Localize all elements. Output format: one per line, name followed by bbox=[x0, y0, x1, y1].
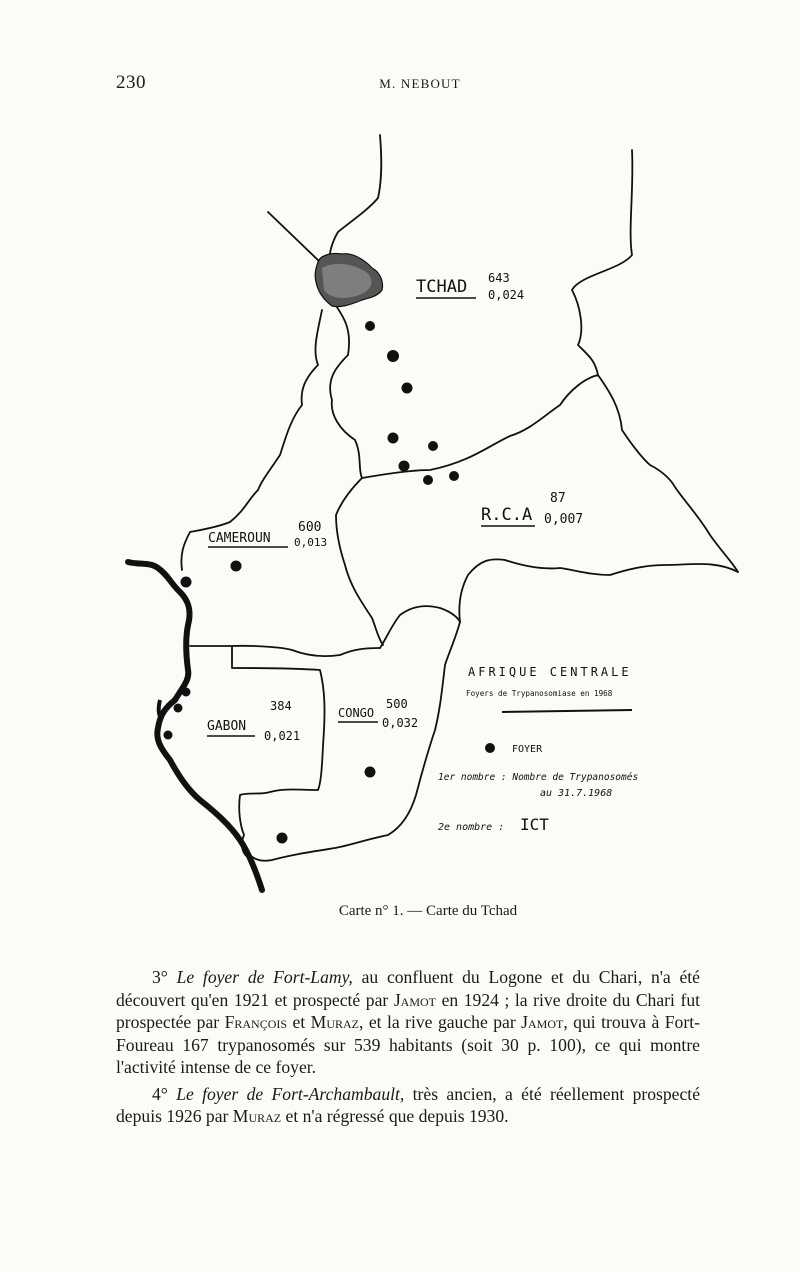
paragraph-text: au confluent du Logone et du Chari, n'a été découvert qu'en 1921 et prospecté par bbox=[116, 967, 700, 1010]
paragraph-text: , et la rive gauche par bbox=[358, 1012, 516, 1032]
foyer-dot bbox=[164, 731, 173, 740]
legend-first-date: au 31.7.1968 bbox=[540, 788, 613, 799]
label-gabon-count: 384 bbox=[270, 699, 292, 713]
foyer-dot bbox=[277, 833, 288, 844]
legend-second-number: 2e nombre : bbox=[438, 822, 505, 833]
foyer-dot bbox=[387, 350, 399, 362]
label-cameroun-count: 600 bbox=[298, 520, 322, 535]
foyer-dot bbox=[365, 767, 376, 778]
label-gabon: GABON bbox=[207, 719, 247, 734]
label-congo-ict: 0,032 bbox=[382, 716, 419, 730]
paragraph-fort-archambault bbox=[116, 1083, 700, 1128]
label-tchad: TCHAD bbox=[416, 277, 468, 297]
author-name: Jamot bbox=[521, 1012, 564, 1032]
paragraph-title: Le foyer de Fort-Lamy, bbox=[176, 967, 353, 987]
label-congo: CONGO bbox=[338, 706, 375, 720]
foyer-dot bbox=[428, 441, 438, 451]
foyer-dot bbox=[181, 577, 192, 588]
border-tchad-east bbox=[572, 150, 632, 375]
paragraph-text: , qui trouva à Fort-Foureau 167 trypanosomés sur 539 habitants (soit 30 p. 100), ce qui montre l'activité intense de ce foyer. bbox=[116, 1012, 700, 1077]
foyer-dot bbox=[365, 321, 375, 331]
foyer-dot bbox=[174, 704, 183, 713]
paragraph-text: en 1924 ; la rive droite du Chari fut prospectée par bbox=[116, 989, 701, 1032]
label-tchad-count: 643 bbox=[488, 271, 510, 285]
paragraph-text: et bbox=[292, 1012, 306, 1032]
author-name: Jamot bbox=[393, 989, 437, 1010]
legend-title: AFRIQUE CENTRALE bbox=[468, 665, 632, 679]
foyer-dot bbox=[423, 475, 433, 485]
border-cameroun-rca bbox=[336, 478, 383, 645]
border-north-west-diagonal bbox=[268, 212, 320, 262]
foyer-dot bbox=[402, 383, 413, 394]
label-rca-count: 87 bbox=[550, 491, 566, 506]
foyer-dot bbox=[182, 688, 191, 697]
legend-ict: ICT bbox=[520, 815, 549, 834]
body-text bbox=[116, 966, 700, 1128]
foyer-dot bbox=[231, 561, 242, 572]
label-tchad-ict: 0,024 bbox=[488, 288, 525, 302]
label-cameroun-ict: 0,013 bbox=[294, 536, 328, 549]
label-cameroun: CAMEROUN bbox=[208, 531, 271, 546]
foyer-dot bbox=[399, 461, 410, 472]
figure-caption: Carte n° 1. — Carte du Tchad bbox=[338, 903, 518, 919]
legend-dot-label: FOYER bbox=[512, 744, 543, 755]
legend-subtitle: Foyers de Trypanosomiase en 1968 bbox=[466, 689, 613, 698]
paragraph-text: et n'a régressé que depuis 1930. bbox=[285, 1106, 509, 1126]
page-number: 230 bbox=[116, 72, 146, 93]
foyer-dot bbox=[388, 433, 399, 444]
border-tchad-rca bbox=[362, 375, 738, 572]
paragraph-text: très ancien, a été réellement prospecté depuis 1926 par bbox=[116, 1083, 700, 1126]
lake-chad bbox=[315, 253, 382, 306]
paragraph-title: Le foyer de Fort-Archambault, bbox=[176, 1083, 405, 1104]
border-rca-south bbox=[459, 559, 738, 622]
border-tchad-cameroun bbox=[330, 300, 362, 478]
map-legend bbox=[438, 665, 638, 834]
author-name: Muraz bbox=[232, 1106, 282, 1126]
border-cameroun-south bbox=[190, 646, 380, 656]
running-head: M. NEBOUT bbox=[379, 76, 461, 91]
paragraph-fort-lamy bbox=[116, 966, 700, 1079]
paragraph-number: 3° bbox=[152, 967, 168, 987]
paragraph-number: 4° bbox=[152, 1083, 168, 1104]
label-rca-ict: 0,007 bbox=[544, 512, 584, 527]
border-gabon-east bbox=[232, 646, 325, 858]
foyer-dot bbox=[449, 471, 459, 481]
label-rca: R.C.A bbox=[481, 505, 533, 525]
legend-dot bbox=[485, 743, 495, 753]
label-gabon-ict: 0,021 bbox=[264, 729, 301, 743]
legend-first-number: 1er nombre : Nombre de Trypanosomés bbox=[438, 772, 639, 783]
border-tchad-north-west bbox=[329, 135, 381, 265]
label-congo-count: 500 bbox=[386, 697, 408, 711]
author-name: Muraz bbox=[310, 1012, 359, 1032]
author-name: François bbox=[224, 1012, 288, 1032]
